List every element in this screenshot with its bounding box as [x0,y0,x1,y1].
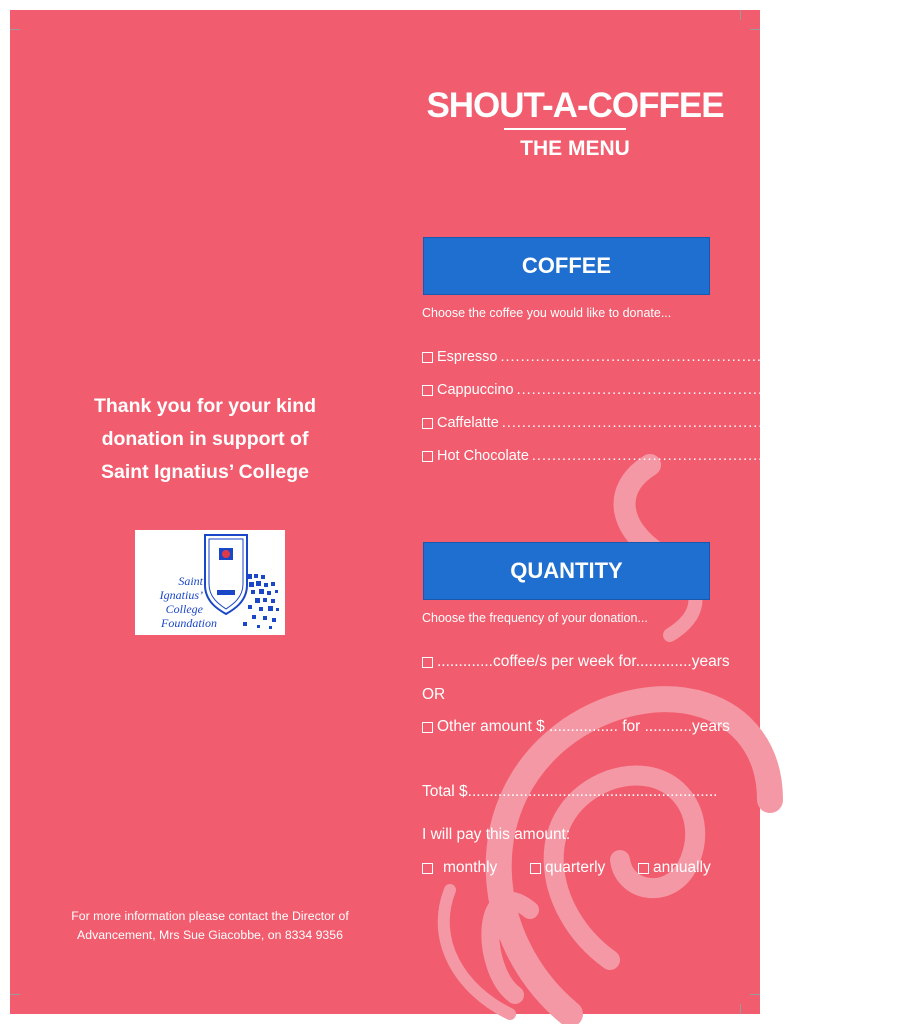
weekly-checkbox[interactable] [422,657,433,668]
coffee-hint: Choose the coffee you would like to donate... [422,306,672,320]
thank-you-message [60,390,350,489]
pay-option-quarterly[interactable] [530,859,605,877]
coffee-item-cappuccino [422,382,888,398]
thanks-line: Thank you for your kind [93,395,317,417]
hot-chocolate-checkbox[interactable] [422,451,433,462]
coffee-item-hot-chocolate [422,448,903,464]
pay-option-label: quarterly [545,859,606,876]
weekly-coffee-option [422,653,730,671]
logo-text-line: Saint [178,574,203,588]
crop-mark [740,10,741,20]
crop-mark [10,994,20,995]
item-name: Caffelatte [437,415,499,431]
dot-leader: .................................................................. [531,448,864,464]
quantity-hint: Choose the frequency of your donation... [422,611,648,625]
monthly-checkbox[interactable] [422,863,433,874]
contact-footer [55,907,365,945]
cappuccino-checkbox[interactable] [422,385,433,396]
thanks-line: Saint Ignatius’ College [100,461,310,483]
thanks-line: donation in support of [101,428,309,450]
dot-leader: .................................................................. [500,349,833,365]
coffee-item-espresso [422,349,872,365]
crop-mark [10,29,20,30]
footer-line: For more information please contact the Director of [71,909,349,923]
coffee-item-caffelatte [422,415,873,431]
crop-mark [740,1004,741,1014]
caffelatte-checkbox[interactable] [422,418,433,429]
page-title: SHOUT-A-COFFEE [426,86,724,125]
crop-mark [750,29,760,30]
logo-text-line: Foundation [161,616,217,630]
coffee-section-heading: COFFEE [423,237,710,295]
item-name: Hot Chocolate [437,448,529,464]
annually-checkbox[interactable] [638,863,649,874]
other-amount-checkbox[interactable] [422,722,433,733]
item-price: $4.00 [851,382,888,398]
title-divider [504,128,626,130]
logo-text-line: College [165,602,203,616]
menu-sheet [10,10,903,1014]
pay-option-annually[interactable] [638,859,711,877]
pay-option-label: annually [653,859,711,876]
weekly-coffee-line: .............coffee/s per week for.............years [437,653,730,670]
item-name: Espresso [437,349,498,365]
espresso-checkbox[interactable] [422,352,433,363]
dot-leader: .................................................................. [501,415,834,431]
foundation-logo [135,530,285,635]
pay-amount-label: I will pay this amount: [422,826,571,843]
quarterly-checkbox[interactable] [530,863,541,874]
crop-mark [750,994,760,995]
item-price: $4.50 [836,415,873,431]
other-amount-line: Other amount $ ................ for ...........years [437,718,730,735]
page-subtitle: THE MENU [520,137,630,160]
pay-option-monthly[interactable] [422,859,497,877]
or-separator: OR [422,686,446,703]
footer-line: Advancement, Mrs Sue Giacobbe, on 8334 9356 [77,928,343,942]
item-name: Cappuccino [437,382,514,398]
pay-option-label: monthly [443,859,498,876]
item-price: $4.80 [866,448,903,464]
dot-leader: .................................................................. [516,382,849,398]
other-amount-option [422,718,730,736]
logo-text-line: Ignatius’ [159,588,203,602]
item-price: $3.50 [835,349,872,365]
total-field[interactable]: Total $.......................................................... [422,783,718,800]
quantity-section-heading: QUANTITY [423,542,710,600]
